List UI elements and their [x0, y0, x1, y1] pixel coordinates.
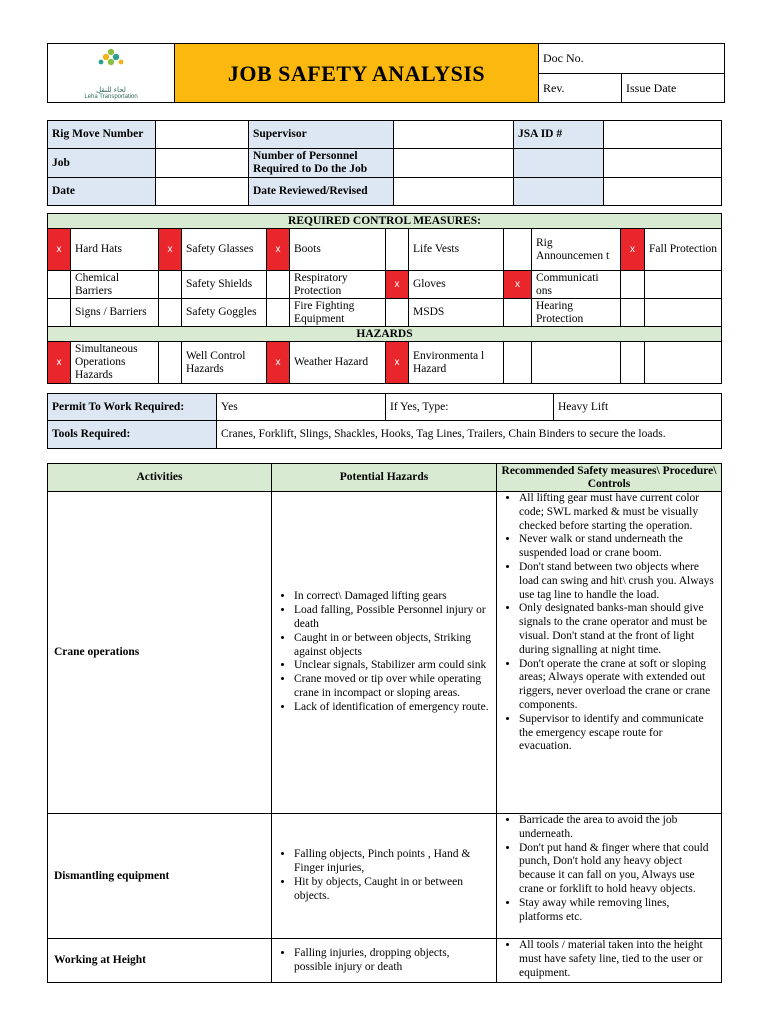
control-checkbox[interactable] — [48, 271, 71, 299]
activity-row — [48, 939, 722, 983]
hazard-checkbox[interactable] — [504, 342, 532, 384]
personnel-label: Number of Personnel Required to Do the Job — [249, 149, 394, 178]
controls-body — [48, 229, 722, 327]
measure-item: • Only designated banks-man should give signals to the crane operator and must be visual. Don't stand at the front of light during signalling at night time. — [519, 602, 715, 657]
col-header-measures: Recommended Safety measures\ Procedure\ Controls — [497, 464, 722, 492]
hazard-item: • Caught in or between objects, Striking against objects — [294, 632, 490, 660]
activity-name: Working at Height — [48, 939, 272, 983]
analysis-table — [47, 463, 722, 983]
controls-row — [48, 271, 722, 299]
logo-text-en: Leha Transportation — [84, 93, 138, 100]
date-reviewed-label: Date Reviewed/Revised — [249, 178, 394, 206]
control-checkbox[interactable] — [621, 299, 645, 327]
control-checkbox[interactable] — [386, 229, 409, 271]
control-checkbox[interactable]: x — [267, 229, 290, 271]
controls-heading: REQUIRED CONTROL MEASURES: — [48, 214, 722, 229]
hazard-label — [645, 342, 722, 384]
hazard-label — [532, 342, 621, 384]
measure-item: • Never walk or stand underneath the suspended load or crane boom. — [519, 533, 715, 561]
info-blank-cell — [514, 178, 604, 206]
control-label: Fall Protection — [645, 229, 722, 271]
date-label: Date — [48, 178, 156, 206]
activity-row — [48, 814, 722, 939]
hazard-item: • Lack of identification of emergency route. — [294, 701, 490, 715]
hazards-heading: HAZARDS — [48, 327, 722, 342]
hazard-item: • Falling objects, Pinch points , Hand & Finger injuries, — [294, 848, 490, 876]
control-label: Chemical Barriers — [71, 271, 159, 299]
hazard-checkbox[interactable] — [621, 342, 645, 384]
measure-item: • Supervisor to identify and communicate the emergency escape route for evacuation. — [519, 713, 715, 754]
company-logo-icon — [81, 46, 141, 82]
control-checkbox[interactable]: x — [386, 271, 409, 299]
control-checkbox[interactable] — [159, 299, 182, 327]
analysis-body — [48, 492, 722, 983]
info-blank-field[interactable] — [604, 178, 722, 206]
measure-item: • All tools / material taken into the height must have safety line, tied to the user or equipment. — [519, 939, 715, 980]
control-checkbox[interactable] — [267, 271, 290, 299]
date-field[interactable] — [156, 178, 249, 206]
potential-hazards-cell — [272, 939, 497, 983]
rig-move-field[interactable] — [156, 121, 249, 149]
page-title: JOB SAFETY ANALYSIS — [175, 44, 539, 103]
hazard-item: • Falling injuries, dropping objects, possible injury or death — [294, 947, 490, 975]
hazard-checkbox[interactable]: x — [48, 342, 71, 384]
info-table — [47, 120, 722, 206]
control-checkbox[interactable]: x — [621, 229, 645, 271]
col-header-activities: Activities — [48, 464, 272, 492]
control-label: Hearing Protection — [532, 299, 621, 327]
hazard-label: Weather Hazard — [290, 342, 386, 384]
control-checkbox[interactable] — [267, 299, 290, 327]
header-table — [47, 43, 725, 103]
safety-measures-cell — [497, 492, 722, 814]
permit-type-value[interactable]: Heavy Lift — [554, 394, 722, 421]
control-label: Gloves — [409, 271, 504, 299]
hazard-list — [276, 848, 490, 903]
rev-label: Rev. — [539, 74, 622, 103]
hazard-checkbox[interactable] — [159, 342, 182, 384]
safety-measures-cell — [497, 939, 722, 983]
control-label: Life Vests — [409, 229, 504, 271]
control-checkbox[interactable] — [504, 299, 532, 327]
activity-name: Crane operations — [48, 492, 272, 814]
hazard-item: • In correct\ Damaged lifting gears — [294, 590, 490, 604]
date-reviewed-field[interactable] — [394, 178, 514, 206]
personnel-field[interactable] — [394, 149, 514, 178]
permit-type-label: If Yes, Type: — [386, 394, 554, 421]
hazard-item: • Unclear signals, Stabilizer arm could sink — [294, 659, 490, 673]
hazard-list — [276, 947, 490, 975]
control-checkbox[interactable]: x — [159, 229, 182, 271]
potential-hazards-cell — [272, 814, 497, 939]
control-checkbox[interactable] — [621, 271, 645, 299]
control-label: Respiratory Protection — [290, 271, 386, 299]
hazard-label: Simultaneous Operations Hazards — [71, 342, 159, 384]
control-label: Safety Glasses — [182, 229, 267, 271]
control-label: MSDS — [409, 299, 504, 327]
job-field[interactable] — [156, 149, 249, 178]
control-checkbox[interactable] — [504, 229, 532, 271]
measure-item: • Stay away while removing lines, platforms etc. — [519, 897, 715, 925]
hazards-row — [48, 342, 722, 384]
hazard-item: • Load falling, Possible Personnel injury or death — [294, 604, 490, 632]
supervisor-label: Supervisor — [249, 121, 394, 149]
measure-item: • Barricade the area to avoid the job underneath. — [519, 814, 715, 842]
control-checkbox[interactable] — [48, 299, 71, 327]
jsa-id-label: JSA ID # — [514, 121, 604, 149]
supervisor-field[interactable] — [394, 121, 514, 149]
control-label: Signs / Barriers — [71, 299, 159, 327]
control-label: Hard Hats — [71, 229, 159, 271]
permit-table — [47, 393, 722, 449]
control-checkbox[interactable]: x — [504, 271, 532, 299]
hazard-item: • Crane moved or tip over while operating crane in incompact or sloping areas. — [294, 673, 490, 701]
col-header-hazards: Potential Hazards — [272, 464, 497, 492]
potential-hazards-cell — [272, 492, 497, 814]
tools-label: Tools Required: — [48, 421, 217, 449]
controls-row — [48, 299, 722, 327]
measure-list — [501, 939, 715, 980]
rig-move-label: Rig Move Number — [48, 121, 156, 149]
permit-value[interactable]: Yes — [217, 394, 386, 421]
info-blank-field[interactable] — [604, 149, 722, 178]
control-label: Fire Fighting Equipment — [290, 299, 386, 327]
measure-list — [501, 492, 715, 754]
control-label: Boots — [290, 229, 386, 271]
activity-row — [48, 492, 722, 814]
hazard-checkbox[interactable]: x — [267, 342, 290, 384]
doc-no-label: Doc No. — [539, 44, 725, 74]
measure-item: • Don't stand between two objects where load can swing and hit\ crush you. Always use tag line to handle the load. — [519, 561, 715, 602]
hazard-label: Environmenta l Hazard — [409, 342, 504, 384]
logo-text-ar: لحاء للنقل — [96, 85, 126, 94]
permit-label: Permit To Work Required: — [48, 394, 217, 421]
safety-measures-cell — [497, 814, 722, 939]
hazard-list — [276, 590, 490, 714]
control-label — [645, 299, 722, 327]
jsa-id-field[interactable] — [604, 121, 722, 149]
controls-table — [47, 213, 722, 384]
measure-item: • Don't put hand & finger where that could punch, Don't hold any heavy object because it can fall on you, Always use crane or forklift to hold heavy objects. — [519, 842, 715, 897]
issue-date-label: Issue Date — [622, 74, 725, 103]
tools-value[interactable]: Cranes, Forklift, Slings, Shackles, Hooks, Tag Lines, Trailers, Chain Binders to secure the loads. — [217, 421, 722, 449]
activity-name: Dismantling equipment — [48, 814, 272, 939]
control-label: Safety Shields — [182, 271, 267, 299]
hazard-checkbox[interactable]: x — [386, 342, 409, 384]
measure-item: • All lifting gear must have current color code; SWL marked & must be visually checked before starting the operation. — [519, 492, 715, 533]
hazard-item: • Hit by objects, Caught in or between objects. — [294, 876, 490, 904]
measure-item: • Don't operate the crane at soft or sloping areas; Always operate with extended out riggers, never overload the crane or crane components. — [519, 658, 715, 713]
measure-list — [501, 814, 715, 924]
hazard-label: Well Control Hazards — [182, 342, 267, 384]
controls-row — [48, 229, 722, 271]
control-checkbox[interactable]: x — [48, 229, 71, 271]
control-label: Communicati ons — [532, 271, 621, 299]
control-checkbox[interactable] — [159, 271, 182, 299]
control-checkbox[interactable] — [386, 299, 409, 327]
info-blank-cell — [514, 149, 604, 178]
logo-cell — [48, 44, 175, 103]
control-label — [645, 271, 722, 299]
control-label: Safety Goggles — [182, 299, 267, 327]
job-label: Job — [48, 149, 156, 178]
control-label: Rig Announcemen t — [532, 229, 621, 271]
